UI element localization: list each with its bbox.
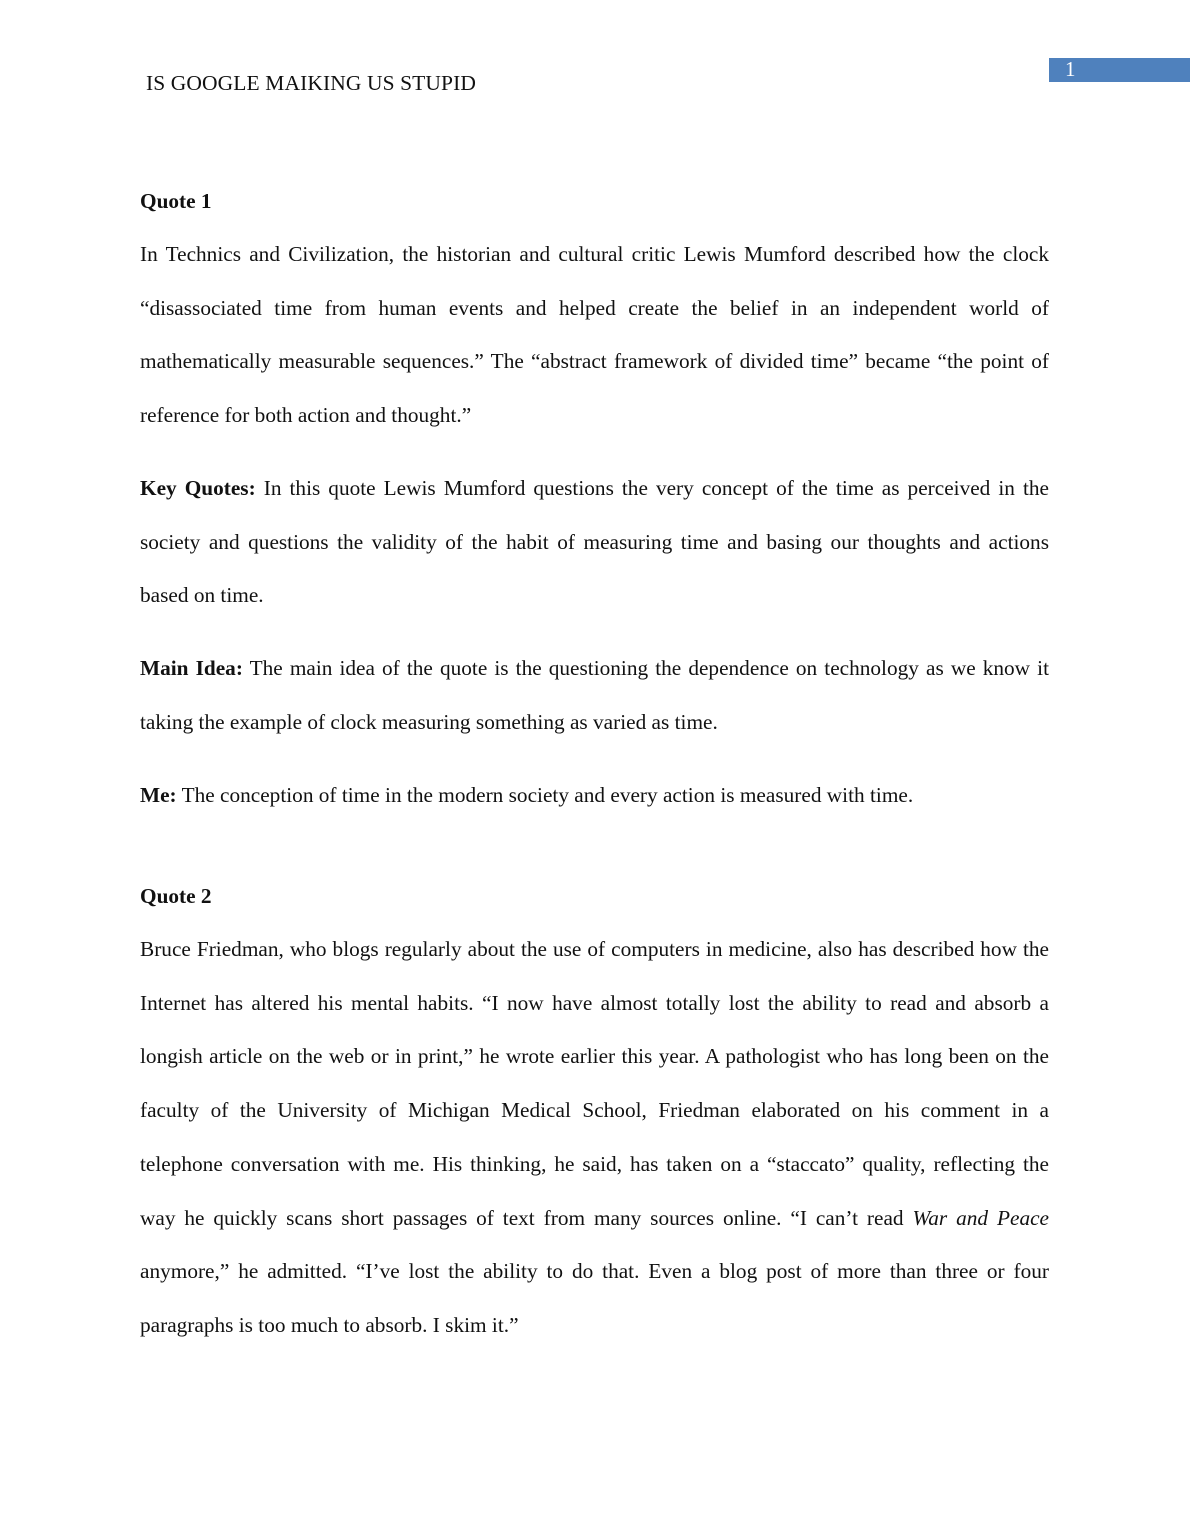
key-quotes-text: In this quote Lewis Mumford questions the very concept of the time as perceived in the society and questions the validity of the habit of measuring time and basing our thoughts and actions based on time. xyxy=(140,476,1049,608)
quote-2-text-part1: Bruce Friedman, who blogs regularly about the use of computers in medicine, also has described how the Internet has altered his mental habits. “I now have almost totally lost the ability to read and absorb a longish article on the web or in print,” he wrote earlier this year. A pathologist who has long been on the faculty of the University of Michigan Medical School, Friedman elaborated on his comment in a telephone conversation with me. His thinking, he said, has taken on a “staccato” quality, reflecting the way he quickly scans short passages of text from many sources online. “I can’t read xyxy=(140,937,1049,1230)
quote-2-text xyxy=(140,923,1049,1353)
quote-1-key-quotes xyxy=(140,462,1049,623)
page-number: 1 xyxy=(1065,57,1076,81)
quote-1-me xyxy=(140,769,1049,823)
me-text: The conception of time in the modern society and every action is measured with time. xyxy=(176,783,914,807)
quote-1-text: In Technics and Civilization, the historian and cultural critic Lewis Mumford described how the clock “disassociated time from human events and helped create the belief in an independent world of mathematically measurable sequences.” The “abstract framework of divided time” became “the point of reference for both action and thought.” xyxy=(140,242,1049,428)
quote-1-heading: Quote 1 xyxy=(140,189,212,213)
me-label: Me: xyxy=(140,783,177,807)
running-header-title: IS GOOGLE MAIKING US STUPID xyxy=(146,71,476,95)
quote-2-text-part2: anymore,” he admitted. “I’ve lost the ability to do that. Even a blog post of more than three or four paragraphs is too much to absorb. I skim it.” xyxy=(140,1259,1049,1337)
main-idea-label: Main Idea: xyxy=(140,656,243,680)
page-number-bar xyxy=(1049,58,1190,82)
key-quotes-label: Key Quotes: xyxy=(140,476,256,500)
book-title-war-and-peace: War and Peace xyxy=(912,1205,1049,1230)
main-idea-text: The main idea of the quote is the questioning the dependence on technology as we know it taking the example of clock measuring something as varied as time. xyxy=(140,656,1049,734)
quote-2-heading: Quote 2 xyxy=(140,884,212,908)
quote-1-main-idea xyxy=(140,642,1049,749)
